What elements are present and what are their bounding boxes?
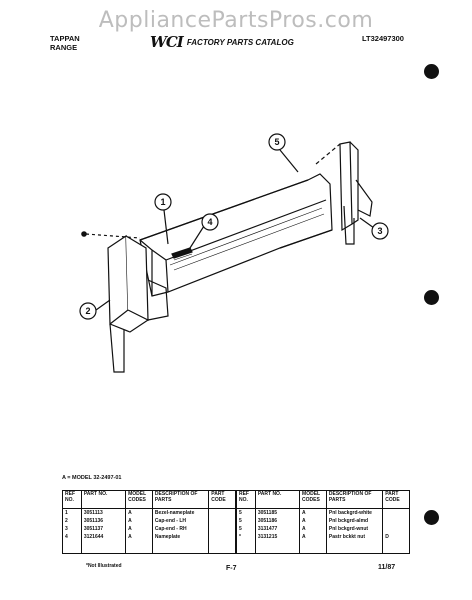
desc-cell: Cap-end - RH bbox=[152, 525, 208, 533]
col-ref: REF NO. bbox=[63, 491, 82, 509]
col-ref-2: REF NO. bbox=[236, 491, 255, 509]
model-code: LT32497300 bbox=[362, 34, 404, 43]
parts-table-header bbox=[63, 491, 410, 509]
table-row bbox=[63, 525, 410, 533]
ref-cell: 3 bbox=[63, 525, 82, 533]
table-row bbox=[63, 509, 410, 518]
model-cell: A bbox=[300, 509, 327, 518]
ref-cell: 5 bbox=[236, 525, 255, 533]
col-model-2: MODEL CODES bbox=[300, 491, 327, 509]
desc-cell: Pnl bckgrd-wnut bbox=[326, 525, 382, 533]
punch-hole-bottom bbox=[424, 510, 439, 525]
code-cell bbox=[209, 533, 236, 541]
model-cell: A bbox=[300, 517, 327, 525]
desc-cell: Pastr bckkt nut bbox=[326, 533, 382, 541]
wci-logo: WCI bbox=[150, 33, 183, 51]
page-number: F-7 bbox=[226, 565, 237, 572]
desc-cell: Cap-end - LH bbox=[152, 517, 208, 525]
ref-cell: 5 bbox=[236, 517, 255, 525]
code-cell bbox=[383, 517, 410, 525]
col-model: MODEL CODES bbox=[126, 491, 153, 509]
catalog-title: FACTORY PARTS CATALOG bbox=[186, 37, 294, 47]
code-cell bbox=[383, 525, 410, 533]
ref-cell: 1 bbox=[63, 509, 82, 518]
punch-hole-top bbox=[424, 64, 439, 79]
callout-1-label: 1 bbox=[160, 197, 166, 207]
part-cell: 3121644 bbox=[81, 533, 125, 541]
end-cap-left bbox=[108, 236, 128, 324]
col-desc-2: DESCRIPTION OF PARTS bbox=[326, 491, 382, 509]
brand-block bbox=[50, 34, 80, 52]
code-cell bbox=[209, 525, 236, 533]
col-part: PART NO. bbox=[81, 491, 125, 509]
part-cell: 3051113 bbox=[81, 509, 125, 518]
ref-cell: 4 bbox=[63, 533, 82, 541]
catalog-date: 11/87 bbox=[378, 564, 396, 571]
code-cell: D bbox=[383, 533, 410, 541]
brand-line-1: TAPPAN bbox=[50, 34, 80, 43]
model-cell: A bbox=[300, 525, 327, 533]
catalog-header bbox=[150, 33, 294, 51]
part-cell: 3051186 bbox=[255, 517, 299, 525]
parts-table bbox=[62, 490, 410, 554]
callout-2-label: 2 bbox=[85, 306, 91, 316]
col-code-2: PART CODE bbox=[383, 491, 410, 509]
exploded-parts-diagram bbox=[40, 120, 420, 375]
callout-5-label: 5 bbox=[274, 137, 280, 147]
col-code: PART CODE bbox=[209, 491, 236, 509]
ref-cell: 2 bbox=[63, 517, 82, 525]
callout-3-label: 3 bbox=[377, 226, 383, 236]
part-cell: 3051185 bbox=[255, 509, 299, 518]
part-cell: 3051136 bbox=[81, 517, 125, 525]
table-row bbox=[63, 533, 410, 541]
brand-line-2: RANGE bbox=[50, 43, 78, 52]
part-cell: 3051137 bbox=[81, 525, 125, 533]
footnote: *Not Illustrated bbox=[86, 563, 122, 569]
table-row-blank bbox=[63, 541, 410, 554]
model-cell: A bbox=[300, 533, 327, 541]
table-row bbox=[63, 517, 410, 525]
code-cell bbox=[383, 509, 410, 518]
model-cell: A bbox=[126, 509, 153, 518]
watermark: AppliancePartsPros.com bbox=[98, 8, 374, 33]
model-line: A = MODEL 32-2497-01 bbox=[62, 475, 122, 481]
code-cell bbox=[209, 509, 236, 518]
desc-cell: Nameplate bbox=[152, 533, 208, 541]
col-part-2: PART NO. bbox=[255, 491, 299, 509]
model-cell: A bbox=[126, 525, 153, 533]
col-desc: DESCRIPTION OF PARTS bbox=[152, 491, 208, 509]
model-cell: A bbox=[126, 533, 153, 541]
end-cap-right bbox=[340, 142, 352, 230]
model-cell: A bbox=[126, 517, 153, 525]
ref-cell: * bbox=[236, 533, 255, 541]
desc-cell: Pnl backgrd-white bbox=[326, 509, 382, 518]
backguard-panel bbox=[140, 174, 332, 296]
part-cell: 3131215 bbox=[255, 533, 299, 541]
part-cell: 3131477 bbox=[255, 525, 299, 533]
ref-cell: 5 bbox=[236, 509, 255, 518]
callout-4-label: 4 bbox=[207, 217, 213, 227]
desc-cell: Pnl bckgrd-almd bbox=[326, 517, 382, 525]
code-cell bbox=[209, 517, 236, 525]
desc-cell: Bezel-nameplate bbox=[152, 509, 208, 518]
punch-hole-middle bbox=[424, 290, 439, 305]
